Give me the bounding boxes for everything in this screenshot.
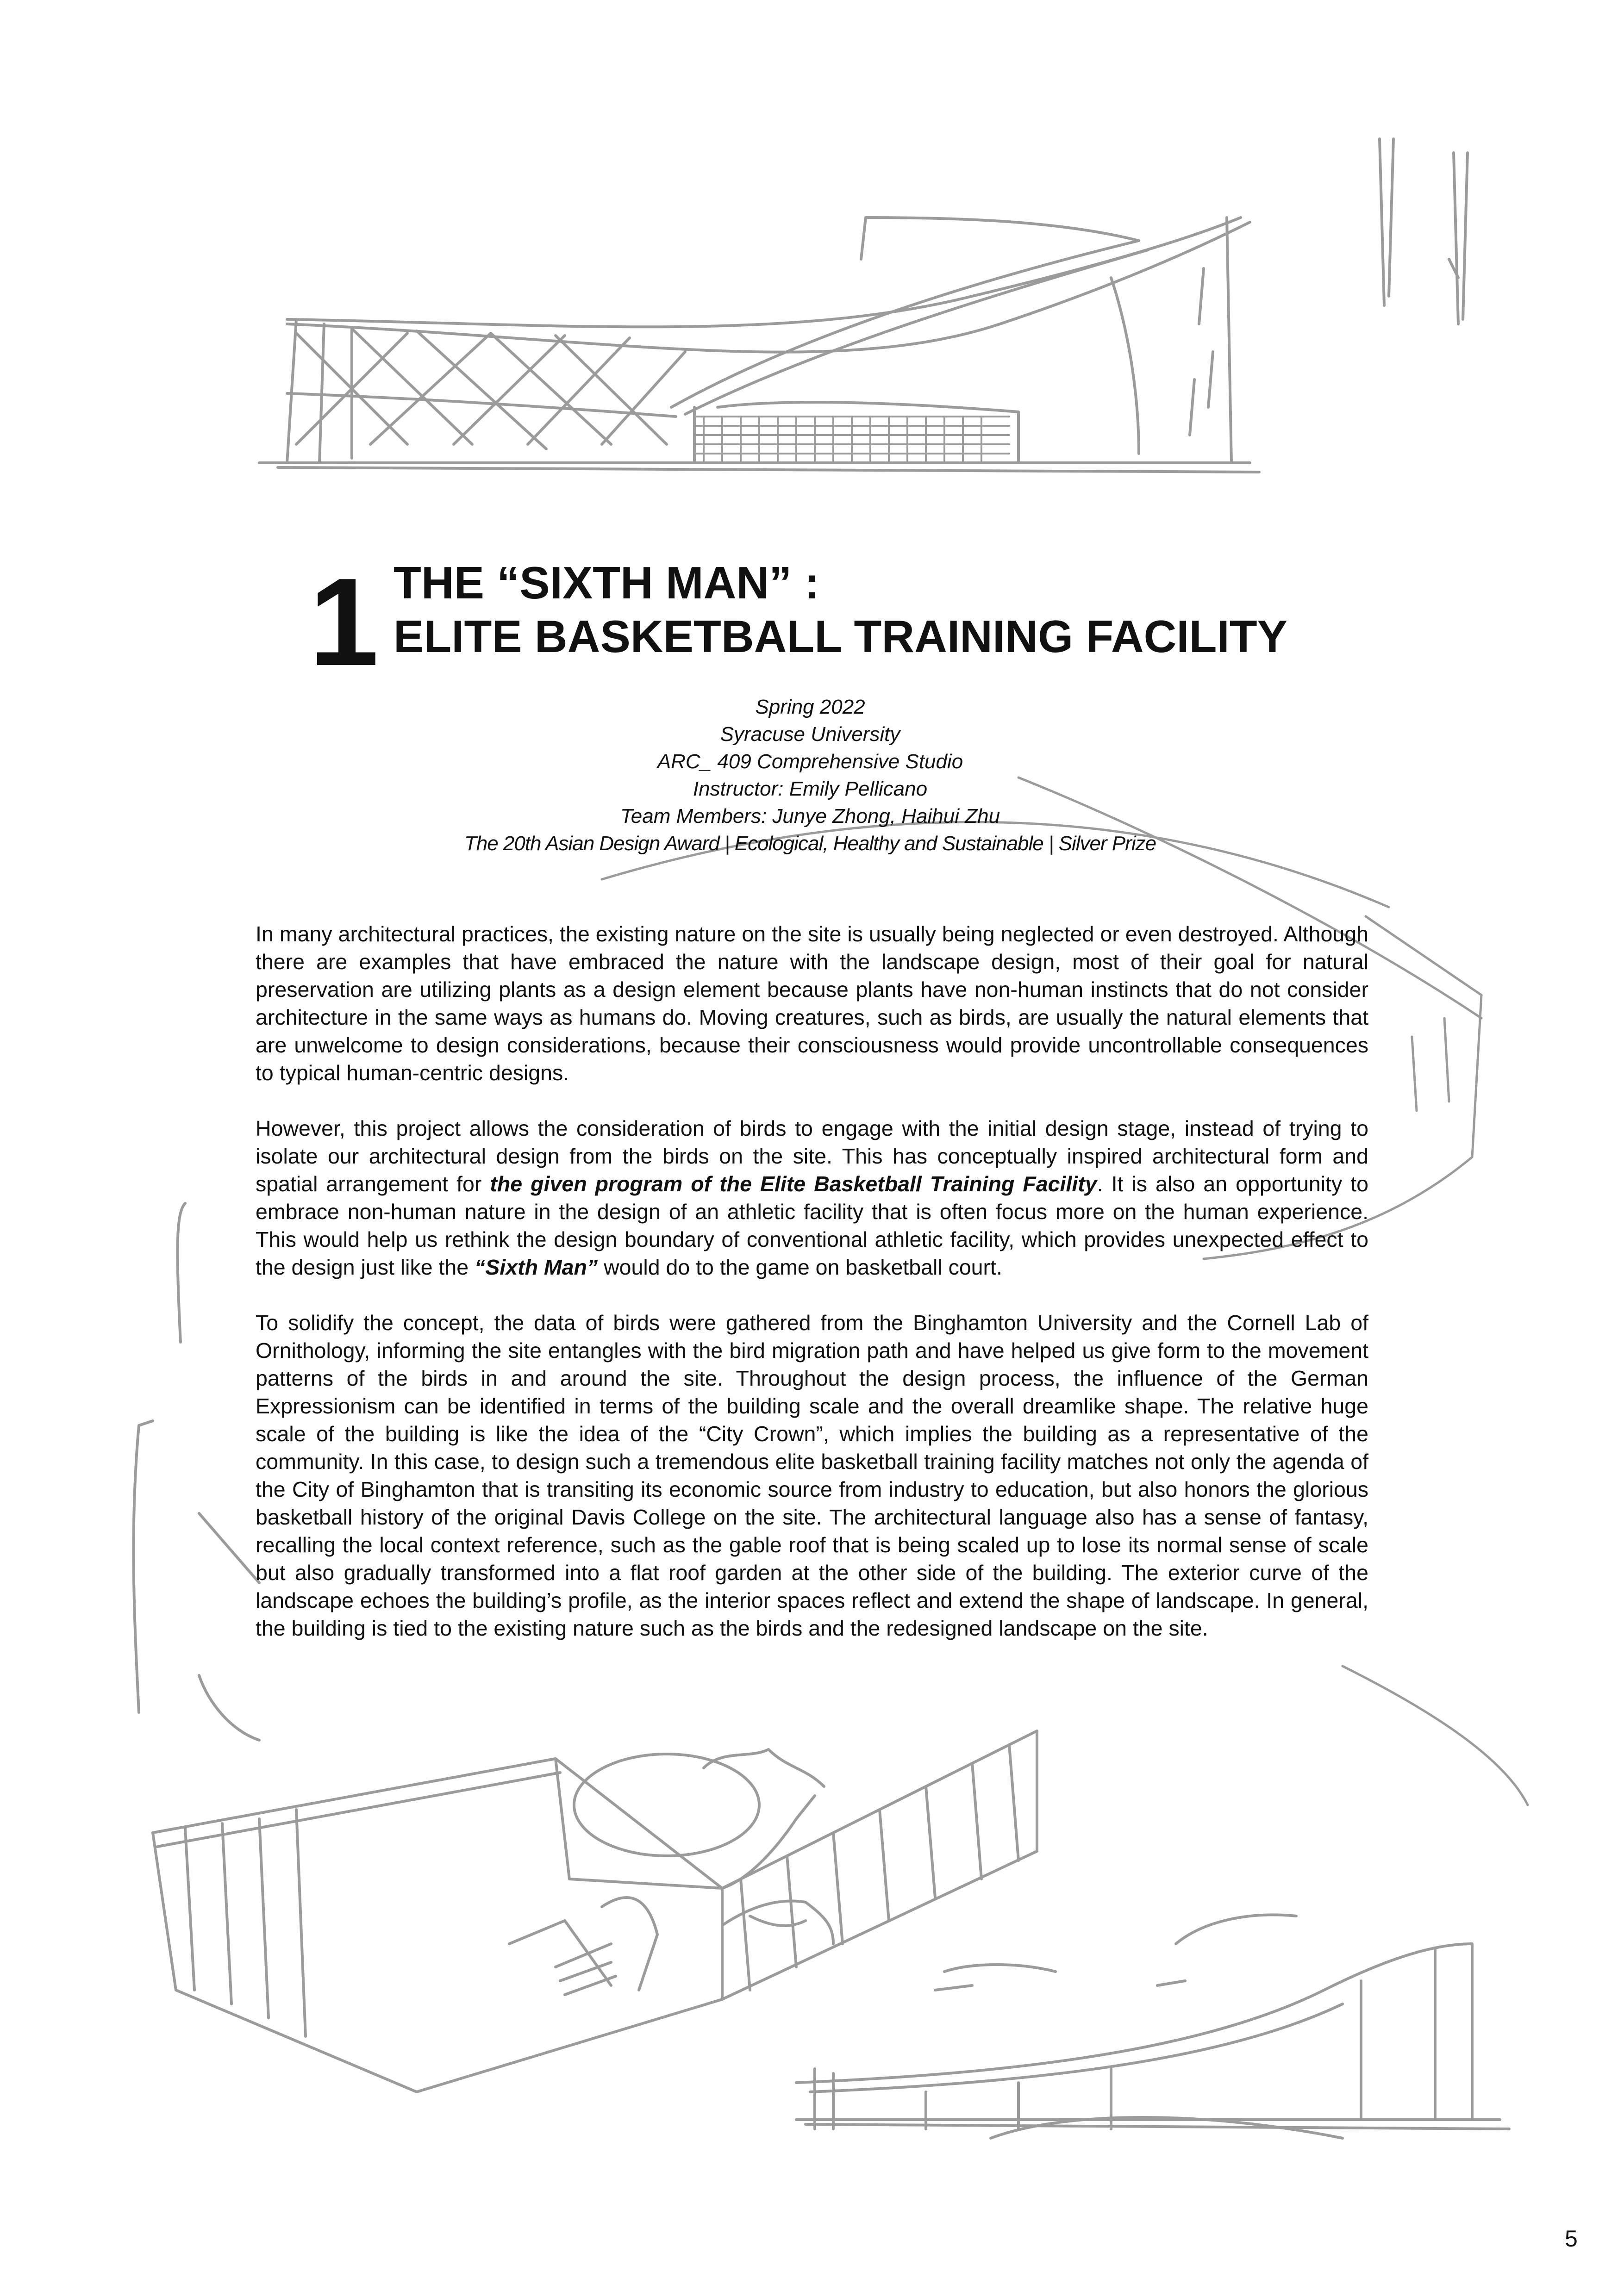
project-studio: ARC_ 409 Comprehensive Studio [657,750,963,773]
top-elevation-sketch [259,139,1468,472]
title-line-2: ELITE BASKETBALL TRAINING FACILITY [394,611,1287,662]
top-sketch-hatch [694,417,1009,463]
paragraph-2-part-c: would do to the game on basketball court. [598,1255,1002,1279]
bottom-right-elevation-sketch [796,1915,1509,2139]
left-margin-strokes [133,1203,259,1740]
paragraph-2 [256,1114,1368,1281]
paragraph-2-part-b: . It is also an opportunity to embrace non-human nature in the design of an athletic facility that is often focus more on the human experience. This would help us rethink the design boundary of conventional athletic facility, which provides unexpected effect to the design just like the [256,1172,1369,1279]
project-term: Spring 2022 [755,696,865,718]
paragraph-2-part-a: However, this project allows the consideration of birds to engage with the initial design stage, instead of trying to isolate our architectural design from the birds on the site. This has conceptually inspired architectural form and spatial arrangement for [256,1116,1368,1196]
project-info [255,693,1366,857]
project-instructor: Instructor: Emily Pellicano [693,778,928,800]
page-number: 5 [1565,2226,1578,2252]
project-award: The 20th Asian Design Award | Ecological, Healthy and Sustainable | Silver Prize [464,832,1156,855]
chapter-number: 1 [309,553,377,692]
chapter-heading [309,546,1420,692]
project-school: Syracuse University [720,723,900,746]
paragraph-1: In many architectural practices, the existing nature on the site is usually being neglected or even destroyed. Although there are examples that have embraced the nature with the landscape design, most of their goal for natural preservation are utilizing plants as a design element because plants have non-human instincts that do not consider architecture in the same ways as humans do. Moving creatures, such as birds, are usually the natural elements that are unwelcome to design considerations, because their consciousness would provide uncontrollable consequences to typical human-centric designs. [256,922,1368,1085]
project-team: Team Members: Junye Zhong, Haihui Zhu [620,805,1000,828]
bottom-left-perspective-sketch [153,1731,1037,2092]
body-text [256,920,1368,1670]
title-line-1: THE “SIXTH MAN” : [394,557,820,608]
sixth-man-emphasis: “Sixth Man” [475,1255,598,1279]
paragraph-3: To solidify the concept, the data of birds were gathered from the Binghamton University and the Cornell Lab of Ornithology, informing the site entangles with the bird migration path and have helped us give form to the movement patterns of the birds in and around the site. Throughout the design process, the influence of the German Expressionism can be identified in terms of the building scale and the overall dreamlike shape. The relative huge scale of the building is like the idea of the “City Crown”, which implies the building as a representative of the community. In this case, to design such a tremendous elite basketball training facility matches not only the agenda of the City of Binghamton that is transiting its economic source from industry to education, but also honors the glorious basketball history of the original Davis College on the site. The architectural language also has a sense of fantasy, recalling the local context reference, such as the gable roof that is being scaled up to lose its normal sense of scale but also gradually transformed into a flat roof garden at the other side of the building. The exterior curve of the landscape echoes the building’s profile, as the interior spaces reflect and extend the shape of landscape. In general, the building is tied to the existing nature such as the birds and the redesigned landscape on the site. [256,1311,1368,1640]
program-emphasis: the given program of the Elite Basketball Training Facility [490,1172,1097,1196]
